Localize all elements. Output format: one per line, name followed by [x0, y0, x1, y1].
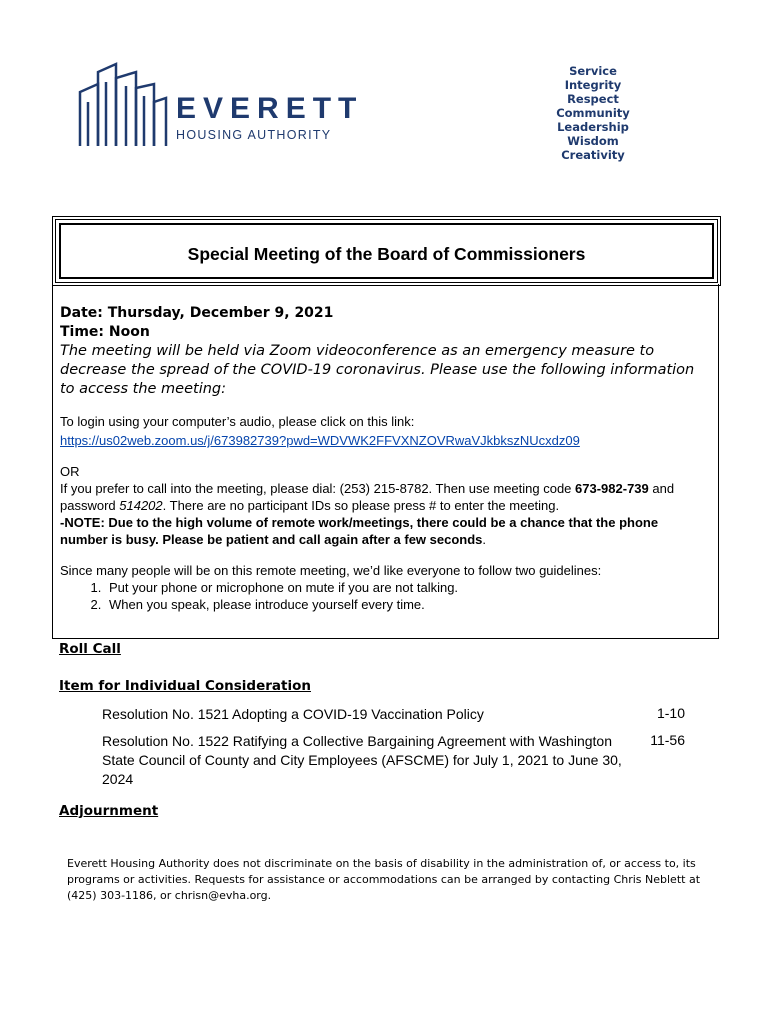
values-list [543, 64, 643, 162]
zoom-link[interactable]: https://us02web.zoom.us/j/673982739?pwd=WDVWK2FFVXNZOVRwaVJkbkszNUcxdz09 [60, 433, 580, 448]
adjournment-heading: Adjournment [59, 803, 159, 819]
logo-subtitle: HOUSING AUTHORITY [176, 128, 332, 142]
item-heading: Item for Individual Consideration [59, 678, 311, 694]
list-item: 1. Put your phone or microphone on mute if you are not talking. [105, 579, 710, 596]
list-item: 2. When you speak, please introduce yourself every time. [105, 596, 710, 613]
everett-housing-authority-logo [76, 62, 364, 146]
value-item: Creativity [561, 148, 625, 162]
logo-wordmark: EVERETT [176, 92, 364, 125]
guidelines-list [60, 579, 710, 613]
value-item: Integrity [564, 78, 622, 92]
login-text: To login using your computer’s audio, please click on this link: [60, 414, 415, 429]
agenda-item-pages: 1-10 [656, 705, 685, 721]
meeting-info [60, 304, 710, 613]
meeting-code: 673-982-739 [575, 481, 649, 496]
meeting-password: 514202 [119, 498, 163, 513]
value-item: Leadership [557, 120, 629, 134]
phone-instructions: If you prefer to call into the meeting, please dial: (253) 215-8782. Then use meeting code 673-982-739 and password 514202. There are no participant IDs so please press # to enter the meeting. -NOTE: Due to the high volume of remote work/meetings, there could be a chance that the phone number is busy. Please be patient and call again after a few seconds. [60, 481, 675, 547]
value-item: Wisdom [567, 134, 619, 148]
building-outline-icon [76, 62, 168, 146]
guidelines-intro: Since many people will be on this remote meeting, we’d like everyone to follow two guidelines: [60, 563, 602, 578]
agenda-item: Resolution No. 1521 Adopting a COVID-19 Vaccination Policy [102, 706, 484, 722]
title-box [52, 216, 721, 286]
value-item: Service [569, 64, 617, 78]
value-item: Community [556, 106, 630, 120]
agenda-item: Resolution No. 1522 Ratifying a Collective Bargaining Agreement with Washington State Council of County and City Employees (AFSCME) for July 1, 2021 to June 30, 2024 [102, 733, 622, 787]
or-text: OR [60, 464, 80, 479]
agenda-item-pages: 11-56 [650, 732, 685, 748]
nondiscrimination-footer: Everett Housing Authority does not discriminate on the basis of disability in the administration of, or access to, its programs or activities. Requests for assistance or accommodations can be arranged by contacting Chris Neblett at (425) 303-1186, or chrisn@evha.org. [67, 857, 701, 902]
value-item: Respect [567, 92, 619, 106]
meeting-date: Date: Thursday, December 9, 2021 [60, 305, 334, 321]
roll-call-heading: Roll Call [59, 641, 121, 657]
meeting-time: Time: Noon [60, 324, 150, 340]
page-title: Special Meeting of the Board of Commissioners [187, 244, 586, 264]
busy-note: -NOTE: Due to the high volume of remote work/meetings, there could be a chance that the phone number is busy. Please be patient and call again after a few seconds [60, 515, 659, 547]
zoom-note: The meeting will be held via Zoom videoconference as an emergency measure to decrease the spread of the COVID-19 coronavirus. Please use the following information to access the meeting: [60, 343, 695, 397]
